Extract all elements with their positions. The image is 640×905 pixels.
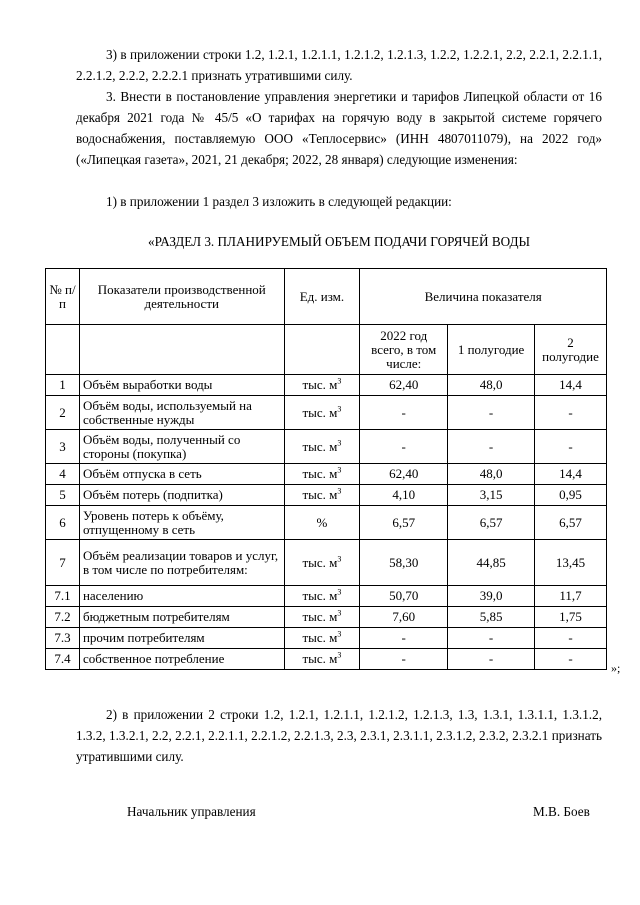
row-total: 58,30 (360, 540, 448, 586)
row-half-2: 13,45 (535, 540, 607, 586)
row-indicator: прочим потребителям (79, 628, 284, 649)
row-unit (284, 628, 360, 649)
row-half-2: 14,4 (535, 464, 607, 485)
row-half-2: - (535, 430, 607, 464)
row-indicator: бюджетным потребителям (79, 607, 284, 628)
unit-base: тыс. м (302, 651, 338, 666)
row-half-1: 48,0 (448, 375, 535, 396)
table-header-row (46, 269, 607, 325)
row-half-1: 3,15 (448, 485, 535, 506)
unit-base: тыс. м (302, 438, 338, 454)
row-unit (284, 607, 360, 628)
row-num: 2 (46, 396, 80, 430)
row-half-1: 6,57 (448, 506, 535, 540)
unit-superscript: 3 (337, 608, 342, 618)
table-row (46, 485, 607, 506)
row-unit (284, 586, 360, 607)
row-unit (284, 430, 360, 464)
unit-base: тыс. м (302, 554, 338, 570)
row-num: 7.3 (46, 628, 80, 649)
row-indicator: Объём реализации товаров и услуг, в том числе по потребителям: (79, 540, 284, 586)
row-indicator: Объём воды, используемый на собственные нужды (79, 396, 284, 430)
row-num: 7.4 (46, 649, 80, 670)
header-indicator: Показатели производственной деятельности (79, 269, 284, 325)
row-num: 6 (46, 506, 80, 540)
row-num: 4 (46, 464, 80, 485)
row-half-1: 39,0 (448, 586, 535, 607)
unit-superscript: 3 (337, 404, 342, 414)
row-half-2: 11,7 (535, 586, 607, 607)
table-closing-quote: »; (611, 661, 621, 675)
table-row (46, 430, 607, 464)
row-half-2: - (535, 396, 607, 430)
unit-base: тыс. м (302, 630, 338, 645)
row-total: - (360, 430, 448, 464)
unit-base: тыс. м (302, 404, 338, 420)
unit-superscript: 3 (337, 465, 342, 475)
row-half-2: 14,4 (535, 375, 607, 396)
row-half-1: 5,85 (448, 607, 535, 628)
row-unit (284, 649, 360, 670)
paragraph-amend-resolution: 3. Внести в постановление управления энергетики и тарифов Липецкой области от 16 декабря 2021 года № 45/5 «О тарифах на горячую воду в закрытой системе горячего водоснабжения, поставляемую ООО «Теплосервис» (ИНН 4807011079), на 2022 год» («Липецкая газета», 2021, 21 декабря; 2022, 28 января) следующие изменения: (76, 89, 602, 167)
row-half-2: 6,57 (535, 506, 607, 540)
row-half-1: - (448, 396, 535, 430)
header-half-1: 1 полугодие (448, 325, 535, 375)
row-half-1: - (448, 430, 535, 464)
header-unit: Ед. изм. (284, 269, 360, 325)
row-total: - (360, 649, 448, 670)
row-half-2: 0,95 (535, 485, 607, 506)
row-indicator: Объём отпуска в сеть (79, 464, 284, 485)
row-half-2: - (535, 628, 607, 649)
row-total: 62,40 (360, 464, 448, 485)
table-row (46, 375, 607, 396)
table-row (46, 649, 607, 670)
table-row (46, 396, 607, 430)
row-indicator: Объём потерь (подпитка) (79, 485, 284, 506)
row-unit (284, 464, 360, 485)
row-total: 7,60 (360, 607, 448, 628)
signatory-position: Начальник управления (127, 804, 256, 819)
paragraph-3-lines-void: 3) в приложении строки 1.2, 1.2.1, 1.2.1.1, 1.2.1.2, 1.2.1.3, 1.2.2, 1.2.2.1, 2.2, 2.2.1, 2.2.1.1, 2.2.1.2, 2.2.2, 2.2.2.1 признать утратившими силу. (76, 47, 602, 83)
row-indicator: собственное потребление (79, 649, 284, 670)
row-total: 6,57 (360, 506, 448, 540)
row-indicator: Объём выработки воды (79, 375, 284, 396)
row-half-2: 1,75 (535, 607, 607, 628)
row-half-1: - (448, 649, 535, 670)
signatory-name: М.В. Боев (533, 804, 590, 819)
row-half-1: 48,0 (448, 464, 535, 485)
unit-base: тыс. м (302, 609, 338, 624)
unit-superscript: 3 (337, 438, 342, 448)
section-title: «РАЗДЕЛ 3. ПЛАНИРУЕМЫЙ ОБЪЕМ ПОДАЧИ ГОРЯЧЕЙ ВОДЫ (147, 234, 531, 249)
row-total: 50,70 (360, 586, 448, 607)
row-num: 7.1 (46, 586, 80, 607)
header-value: Величина показателя (360, 269, 607, 325)
row-total: - (360, 396, 448, 430)
header-num: № п/п (46, 269, 80, 325)
row-num: 5 (46, 485, 80, 506)
header-half-2: 2 полугодие (535, 325, 607, 375)
unit-base: тыс. м (302, 466, 338, 481)
volume-table (45, 268, 607, 670)
table-row (46, 540, 607, 586)
table-subheader-row (46, 325, 607, 375)
row-num: 3 (46, 430, 80, 464)
table-row (46, 586, 607, 607)
table-row (46, 506, 607, 540)
row-indicator: населению (79, 586, 284, 607)
row-total: - (360, 628, 448, 649)
table-row (46, 628, 607, 649)
row-unit (284, 396, 360, 430)
paragraph-appendix-2: 2) в приложении 2 строки 1.2, 1.2.1, 1.2.1.1, 1.2.1.2, 1.2.1.3, 1.3, 1.3.1, 1.3.1.1, 1.3.1.2, 1.3.2, 1.3.2.1, 2.2, 2.2.1, 2.2.1.1, 2.2.1.2, 2.2.1.3, 2.3, 2.3.1, 2.3.1.1, 2.3.1.2, 2.3.2, 2.3.2.1 признать утратившими силу. (76, 707, 602, 764)
subheader-empty (284, 325, 360, 375)
header-total: 2022 год всего, в том числе: (360, 325, 448, 375)
unit-superscript: 3 (337, 486, 342, 496)
row-num: 1 (46, 375, 80, 396)
unit-superscript: 3 (337, 650, 342, 660)
row-num: 7.2 (46, 607, 80, 628)
row-num: 7 (46, 540, 80, 586)
row-half-1: - (448, 628, 535, 649)
row-indicator: Уровень потерь к объёму, отпущенному в сеть (79, 506, 284, 540)
row-indicator: Объём воды, полученный со стороны (покупка) (79, 430, 284, 464)
unit-superscript: 3 (337, 376, 342, 386)
unit-base: тыс. м (302, 377, 338, 392)
row-total: 62,40 (360, 375, 448, 396)
unit-superscript: 3 (337, 587, 342, 597)
row-half-2: - (535, 649, 607, 670)
unit-superscript: 3 (337, 554, 342, 564)
row-half-1: 44,85 (448, 540, 535, 586)
unit-base: тыс. м (302, 588, 338, 603)
subheader-empty (46, 325, 80, 375)
unit-base: тыс. м (302, 487, 338, 502)
unit-superscript: 3 (337, 629, 342, 639)
table-row (46, 607, 607, 628)
subheader-empty (79, 325, 284, 375)
paragraph-appendix-1: 1) в приложении 1 раздел 3 изложить в следующей редакции: (106, 194, 452, 209)
row-unit: % (284, 506, 360, 540)
row-unit (284, 485, 360, 506)
table-row (46, 464, 607, 485)
row-unit (284, 540, 360, 586)
row-total: 4,10 (360, 485, 448, 506)
row-unit (284, 375, 360, 396)
